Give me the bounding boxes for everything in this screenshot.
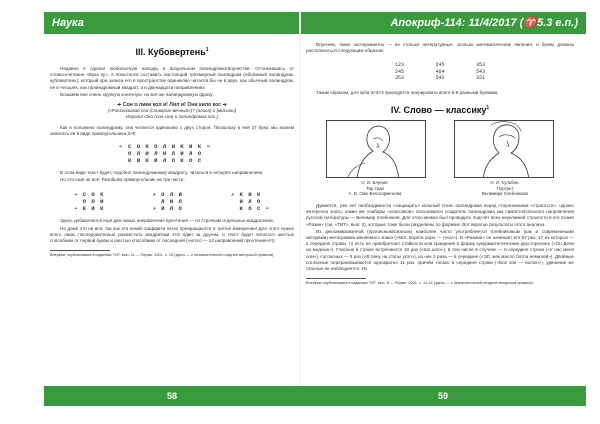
footer-band-right <box>300 386 586 406</box>
page-number-right: 59 <box>437 391 448 401</box>
right-page <box>306 38 574 286</box>
portrait-drawing-left <box>326 120 426 178</box>
arrow-diagonal-icon: ↗ <box>152 191 162 199</box>
letter-square-1: ➔ С О К О Л И ➔ К И К <box>73 191 105 213</box>
page-number-left: 58 <box>166 391 177 401</box>
paragraph: Недавно я сделал любопытную находку в визуальном палиндромотворчестве. Отталкиваясь от словосочетания «Бука ку», я попытался составить настоящий трёхмерный палиндром (объёмный палиндром, кубовертень), который при записи его в пространстве одинаково читался бы не в двух, как обычный палиндром, не в четырёх, как палиндромный квадрат, а в двенадцати направлениях. <box>50 66 294 90</box>
arrow-right-icon: ➔ <box>73 205 83 213</box>
letter-squares <box>50 191 294 212</box>
grid-row: О Л И Л И Л И Л О <box>128 150 203 158</box>
paragraph: Возьмём вне очень хрупкую конечную, но всё же палиндромную фразу: <box>60 91 214 97</box>
portrait-drawing-right <box>454 120 554 178</box>
grid-row: С О К О Л И К И К <box>128 143 203 151</box>
portrait-sketch-icon <box>455 121 554 178</box>
palindrome-gloss-2: Играли! Они (сон сон) о палиндромах кос.) <box>126 114 218 120</box>
portrait-captions <box>320 180 560 197</box>
caption-left: Н. И. Блунин. Тир трап А. В. Оже-Белогорменова <box>348 180 402 197</box>
paragraph: Как и положено палиндрому, она читается одинаково с двух сторон. Поскольку в ней 27 букв, мы можем записать её в виде прямоугольника 3×9: <box>50 124 294 136</box>
number-table <box>395 62 485 82</box>
footnote: Впервые опубликована в изданиях ТИТ, вып. 11 — Пермь: 2001, с. 23 (здесь — с незначительной поздней авторской правкой). <box>50 253 275 258</box>
header-band-right <box>300 12 586 34</box>
page-gutter <box>299 12 301 406</box>
arrow-right-icon: ➔ <box>118 143 124 151</box>
paragraph: В этом виде текст будет, подобно палиндромному квадрату, читаться в четырёх направлениях. <box>60 170 264 176</box>
arrow-diagonal-icon: ↗ <box>152 205 162 213</box>
left-running-title: Наука <box>52 17 84 29</box>
table-row: 245 464 543 <box>395 68 485 75</box>
header-band-left <box>44 12 300 34</box>
paragraph: Впрочем, такие эксперименты — не столько литературные, сколько математические явления, и буквы должны располагаться следующим образом: <box>306 42 574 54</box>
footnote: Впервые опубликована в изданиях ТИТ, вып. 8 — Пермь: 2001, с. 10-14 (здесь — с незначительной поздней авторской правкой). <box>306 281 534 286</box>
table-row: 123 245 353 <box>395 62 485 69</box>
caption-right: Н. И. Кульбин. Портрет Велимира Хлебникова <box>481 180 529 197</box>
right-running-title: Апокриф-114: 11/4/2017 (♈5.3 е.п.) <box>390 17 578 29</box>
footnote-rule <box>50 250 110 251</box>
footer-band-left <box>44 386 300 406</box>
paragraph: Но даже это не всё, так как эта некий граффити легко превращаются в третье измерение! Для этого нужно всего лишь последовательно разместить квадратики 3×3 один за другим, и текст будет читаться шестью способами от первой буквы и шестью способами от последней («итого — 12 направлений прочтения»!!!). <box>50 225 294 244</box>
paragraph: Здесь добавляются ещё два новых направления прочтения — по строчкам отдельных квадратиков. <box>60 218 274 224</box>
paragraph: Таким образом, для куба 3×3×3 приходится оперировать всего 5-6 разными буквами. <box>316 89 499 95</box>
arrow-left-icon: ⬅ <box>206 143 212 151</box>
arrow-left-icon: ⬅ <box>261 205 271 213</box>
palindrome-line: ➔ Сон о лики кол и! Лил и! Они кило кос ➔ <box>117 102 227 109</box>
paragraph: Из декламированной (прописным/сжатым) наиболее часто употребляется Хлебниковым (как и современными авторами) метаграмма меняемого знака («Мот, ворота норо — точь!»). В «Разине» он начинает его 67 раз, 17 из которых — в середине строки, то есть не приобретают стойкости или сращения в форму кукурмагнетические двусторонних («Он Дели на медных»). Гласные в строке встречаются 10 раз («Шо шло»), в том числе 6 случаях — в середине строки («У нас меня ели»), согласных — 6 раз («В лену на ступы угол»), из них 2 раза — в середине («ЭЛ, жек масло ботла немилей»). Двойные согласные перераковываются однократно 11 раз, причём только в середине строки («Вол ков — волок!»), удвоение же гласных не наблюдается. Из <box>306 228 574 271</box>
palindrome-gloss-1: («Рассказывай сон (словарно-вечный»)? (алиса) о (мисины) <box>107 108 237 114</box>
portrait-sketch-icon <box>327 121 426 178</box>
section-title-iii: III. Кубовертень$^1$ <box>135 47 209 57</box>
section-title-iv: IV. Слово — классику$^1$ <box>390 105 490 116</box>
arrow-diagonal-icon: ↗ <box>230 191 240 199</box>
paragraph: Думается, уже нет необходимости «защищать» кольный стиль палиндрома перед сторонниками «строгости», однако интересно знать, какие же «наборы «классиков» пользовался создатель палиндрома как самостоятельного направления русской литературы — Велимир Хлебников. Для этого можно был проводить подсчёт всех неуклюжей строкости в его поэме «Разин» (см. «ТИТ», вып. 2), которые тоже были разделены по формам. Вот вкратце результаты этого анализа. <box>306 202 574 227</box>
left-page <box>50 38 294 258</box>
table-row: 353 542 321 <box>395 75 485 82</box>
letter-grid-3x9 <box>117 143 227 164</box>
arrow-right-icon: ➔ <box>73 191 83 199</box>
paragraph: Но это ещё не всё. Разобьём прямоугольник на три части: <box>60 177 185 183</box>
footnote-rule <box>306 278 366 279</box>
letter-square-2: ↗ О Л И Л И Л ↗ И Л О <box>152 191 183 213</box>
letter-square-3: ↗ К И К И Л О К О С ⬅ <box>230 191 271 213</box>
grid-row: К И К И Л О К О С <box>128 157 203 165</box>
portraits-row <box>326 120 554 178</box>
